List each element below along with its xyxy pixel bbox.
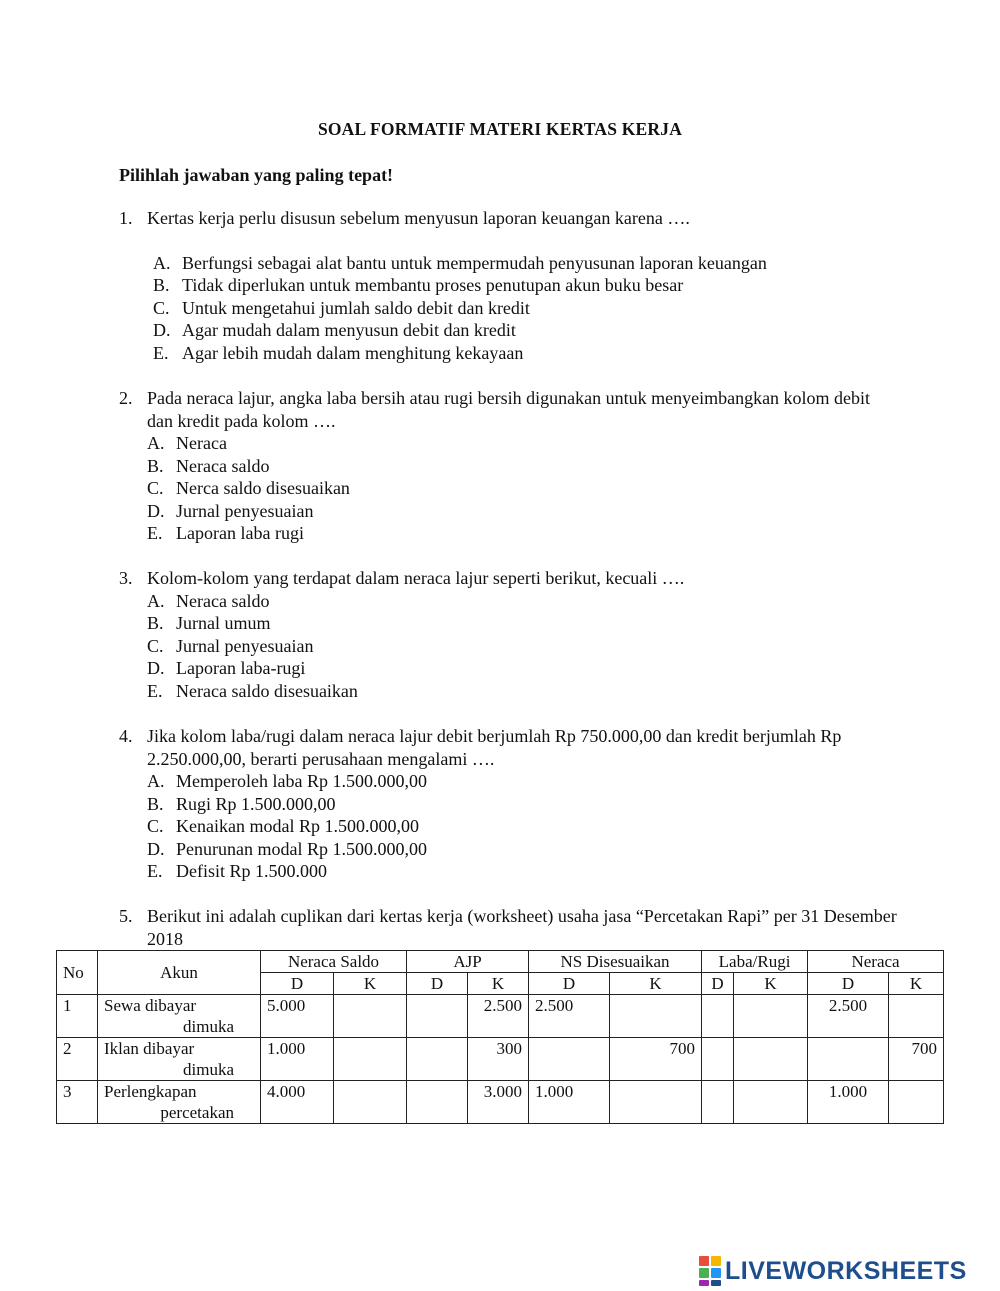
- logo-text: LIVEWORKSHEETS: [725, 1256, 967, 1285]
- cell-ns-k: [334, 1081, 407, 1124]
- cell-neraca-d: 2.500: [808, 995, 889, 1038]
- cell-nsd-k: 700: [610, 1038, 702, 1081]
- cell-lr-k: [734, 1038, 808, 1081]
- option-e[interactable]: E. Agar lebih mudah dalam menghitung kekayaan: [153, 342, 524, 363]
- option-b[interactable]: B. Jurnal umum: [147, 613, 271, 633]
- option-a[interactable]: A. Neraca saldo: [147, 590, 270, 611]
- option-a[interactable]: A. Memperoleh laba Rp 1.500.000,00: [147, 771, 427, 791]
- liveworksheets-logo: [699, 1257, 967, 1285]
- option-c[interactable]: C. Kenaikan modal Rp 1.500.000,00: [147, 816, 419, 836]
- header-ns-disesuaikan: NS Disesuaikan: [529, 951, 702, 973]
- cell-lr-d: [702, 1081, 734, 1124]
- cell-ajp-d: [407, 995, 468, 1038]
- header-debit: D: [529, 973, 610, 995]
- option-d[interactable]: D. Laporan laba-rugi: [147, 658, 306, 678]
- header-debit: D: [702, 973, 734, 995]
- question-4: [119, 725, 899, 883]
- table-row: [57, 1038, 944, 1081]
- option-d[interactable]: D. Jurnal penyesuaian: [147, 500, 314, 521]
- question-number: 2.: [119, 388, 133, 408]
- question-text: Jika kolom laba/rugi dalam neraca lajur debit berjumlah Rp 750.000,00 dan kredit berjumlah Rp 2.250.000,00, berarti perusahaan mengalami ….: [147, 726, 842, 769]
- cell-neraca-k: [889, 1081, 944, 1124]
- option-c[interactable]: C. Untuk mengetahui jumlah saldo debit dan kredit: [153, 297, 530, 318]
- row-no: 3: [57, 1081, 98, 1124]
- option-c[interactable]: C. Nerca saldo disesuaikan: [147, 478, 350, 498]
- option-b[interactable]: B. Tidak diperlukan untuk membantu proses penutupan akun buku besar: [153, 275, 684, 295]
- cell-neraca-d: [808, 1038, 889, 1081]
- cell-ns-d: 4.000: [261, 1081, 334, 1124]
- cell-nsd-d: 1.000: [529, 1081, 610, 1124]
- question-number: 4.: [119, 726, 133, 746]
- cell-nsd-d: 2.500: [529, 995, 610, 1038]
- row-no: 1: [57, 995, 98, 1038]
- table-row: [57, 995, 944, 1038]
- question-text: Kertas kerja perlu disusun sebelum menyusun laporan keuangan karena ….: [147, 208, 690, 228]
- cell-ajp-k: 2.500: [468, 995, 529, 1038]
- header-neraca: Neraca: [808, 951, 944, 973]
- header-ajp: AJP: [407, 951, 529, 973]
- row-akun: Sewa dibayar dimuka: [98, 995, 261, 1038]
- header-debit: D: [808, 973, 889, 995]
- cell-ajp-d: [407, 1081, 468, 1124]
- row-akun: Perlengkapan percetakan: [98, 1081, 261, 1124]
- header-no: No: [57, 951, 98, 995]
- logo-square: [699, 1256, 709, 1266]
- question-text: Pada neraca lajur, angka laba bersih atau rugi bersih digunakan untuk menyeimbangkan kolom debit dan kredit pada kolom ….: [147, 388, 871, 431]
- cell-nsd-d: [529, 1038, 610, 1081]
- header-debit: D: [407, 973, 468, 995]
- question-text: Kolom-kolom yang terdapat dalam neraca lajur seperti berikut, kecuali ….: [147, 568, 685, 588]
- cell-lr-k: [734, 1081, 808, 1124]
- cell-ns-d: 1.000: [261, 1038, 334, 1081]
- question-number: 3.: [119, 568, 133, 588]
- cell-ajp-k: 300: [468, 1038, 529, 1081]
- cell-nsd-k: [610, 1081, 702, 1124]
- logo-square: [711, 1268, 721, 1278]
- table-header-row: [57, 951, 944, 973]
- option-c[interactable]: C. Jurnal penyesuaian: [147, 635, 314, 656]
- cell-nsd-k: [610, 995, 702, 1038]
- cell-ns-d: 5.000: [261, 995, 334, 1038]
- header-kredit: K: [468, 973, 529, 995]
- liveworksheets-logo-icon: [699, 1256, 721, 1286]
- header-kredit: K: [610, 973, 702, 995]
- option-d[interactable]: D. Penurunan modal Rp 1.500.000,00: [147, 838, 427, 859]
- question-text: Berikut ini adalah cuplikan dari kertas kerja (worksheet) usaha jasa “Percetakan Rapi” per 31 Desember 2018: [147, 906, 897, 949]
- logo-square: [711, 1256, 721, 1266]
- header-neraca-saldo: Neraca Saldo: [261, 951, 407, 973]
- cell-ns-k: [334, 995, 407, 1038]
- logo-square: [699, 1268, 709, 1278]
- row-no: 2: [57, 1038, 98, 1081]
- option-d[interactable]: D. Agar mudah dalam menyusun debit dan kredit: [153, 320, 516, 340]
- option-b[interactable]: B. Neraca saldo: [147, 455, 270, 476]
- cell-neraca-k: [889, 995, 944, 1038]
- option-e[interactable]: E. Neraca saldo disesuaikan: [147, 680, 358, 701]
- cell-ajp-k: 3.000: [468, 1081, 529, 1124]
- logo-square: [711, 1280, 721, 1286]
- cell-lr-d: [702, 995, 734, 1038]
- header-kredit: K: [334, 973, 407, 995]
- cell-neraca-k: 700: [889, 1038, 944, 1081]
- question-3: [119, 567, 899, 702]
- option-b[interactable]: B. Rugi Rp 1.500.000,00: [147, 793, 336, 814]
- question-number: 5.: [119, 906, 133, 926]
- worksheet-table: [56, 950, 944, 1124]
- instruction: Pilihlah jawaban yang paling tepat!: [119, 165, 394, 185]
- table-row: [57, 1081, 944, 1124]
- cell-neraca-d: 1.000: [808, 1081, 889, 1124]
- cell-lr-k: [734, 995, 808, 1038]
- header-akun: Akun: [98, 951, 261, 995]
- cell-ajp-d: [407, 1038, 468, 1081]
- header-kredit: K: [889, 973, 944, 995]
- cell-ns-k: [334, 1038, 407, 1081]
- cell-lr-d: [702, 1038, 734, 1081]
- option-a[interactable]: A. Berfungsi sebagai alat bantu untuk mempermudah penyusunan laporan keuangan: [153, 252, 767, 273]
- option-e[interactable]: E. Defisit Rp 1.500.000: [147, 861, 327, 881]
- option-a[interactable]: A. Neraca: [147, 433, 227, 453]
- logo-square: [699, 1280, 709, 1286]
- header-kredit: K: [734, 973, 808, 995]
- question-1: [119, 207, 899, 364]
- page-title: SOAL FORMATIF MATERI KERTAS KERJA: [317, 119, 683, 139]
- row-akun: Iklan dibayar dimuka: [98, 1038, 261, 1081]
- question-2: [119, 387, 899, 545]
- question-5: [119, 905, 899, 950]
- question-number: 1.: [119, 208, 133, 228]
- option-e[interactable]: E. Laporan laba rugi: [147, 523, 304, 543]
- header-debit: D: [261, 973, 334, 995]
- header-laba-rugi: Laba/Rugi: [702, 951, 808, 973]
